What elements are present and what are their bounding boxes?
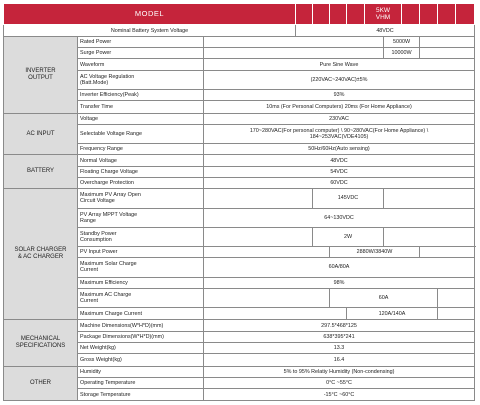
label-line: Current <box>80 297 98 304</box>
max-solar-current-value: 60A/80A <box>204 258 475 277</box>
storage-temperature-label: Storage Temperature <box>78 389 204 401</box>
table-row <box>4 36 475 47</box>
pv-input-power-value: 2880W/3840W <box>330 246 420 257</box>
nominal-voltage-value: 48VDC <box>296 25 475 36</box>
frequency-range-label: Frequency Range <box>78 144 204 155</box>
category-other: OTHER <box>4 366 78 400</box>
max-efficiency-label: Maximum Efficiency <box>78 277 204 288</box>
header-blank <box>296 4 313 25</box>
pv-mppt-value: 64~130VDC <box>204 208 475 227</box>
category-line: INVERTER <box>25 67 56 74</box>
empty-cell <box>204 308 347 320</box>
category-solar-charger <box>4 189 78 320</box>
category-line: MECHANICAL <box>20 336 61 343</box>
empty-cell <box>420 36 475 47</box>
label-line: Maximum PV Array Open <box>80 192 141 199</box>
label-line: Current <box>80 267 98 274</box>
inverter-efficiency-label: Inverter Efficiency(Peak) <box>78 89 204 100</box>
empty-cell <box>204 48 384 59</box>
inverter-efficiency-value: 93% <box>204 89 475 100</box>
category-line: & AC CHARGER <box>17 254 64 261</box>
category-line: SPECIFICATIONS <box>15 343 66 350</box>
header-blank <box>420 4 438 25</box>
machine-dimensions-value: 297.5*468*125 <box>204 320 475 331</box>
empty-cell <box>204 246 330 257</box>
table-row <box>4 113 475 124</box>
header-blank <box>330 4 347 25</box>
table-row <box>4 366 475 377</box>
category-battery: BATTERY <box>4 155 78 189</box>
spec-table <box>3 3 475 401</box>
rated-power-value: 5000W <box>384 36 420 47</box>
floating-charge-label: Floating Charge Voltage <box>78 166 204 177</box>
standby-power-value: 2W <box>313 227 384 246</box>
machine-dimensions-label: Machine Dimensions(W*H*D)(mm) <box>78 320 204 331</box>
frequency-range-value: 50Hz/60Hz(Auto sensing) <box>204 144 475 155</box>
operating-temperature-label: Operating Temperature <box>78 378 204 389</box>
table-row <box>4 25 475 36</box>
empty-cell <box>204 288 330 307</box>
category-inverter-output <box>4 36 78 113</box>
empty-cell <box>438 308 475 320</box>
standby-power-label <box>78 227 204 246</box>
category-line: SOLAR CHARGER <box>14 247 67 254</box>
header-row <box>4 4 475 25</box>
overcharge-protection-value: 60VDC <box>204 178 475 189</box>
nominal-voltage-label: Nominal Battery System Voltage <box>4 25 296 36</box>
header-blank <box>456 4 475 25</box>
humidity-label: Humidity <box>78 366 204 377</box>
max-pv-open-label <box>78 189 204 208</box>
package-dimensions-value: 638*395*241 <box>204 331 475 342</box>
label-line: Maximum AC Charge <box>80 291 132 298</box>
label-line: Consumption <box>80 236 112 243</box>
selectable-range-label: Selectable Voltage Range <box>78 124 204 143</box>
label-line: (Batt.Mode) <box>80 79 109 86</box>
label-line: PV Array MPPT Voltage <box>80 211 138 218</box>
max-charge-current-label: Maximum Charge Current <box>78 308 204 320</box>
label-line: AC Voltage Regulation <box>80 73 135 80</box>
overcharge-protection-label: Overcharge Protection <box>78 178 204 189</box>
rated-power-label: Rated Power <box>78 36 204 47</box>
max-ac-current-label <box>78 288 204 307</box>
header-blank <box>402 4 420 25</box>
empty-cell <box>204 189 313 208</box>
empty-cell <box>384 189 475 208</box>
header-blank <box>313 4 330 25</box>
max-charge-current-value: 120A/140A <box>347 308 438 320</box>
ac-voltage-value: 230VAC <box>204 113 475 124</box>
label-line: Maximum Solar Charge <box>80 261 137 268</box>
table-row <box>4 189 475 208</box>
max-ac-current-value: 60A <box>330 288 438 307</box>
normal-voltage-value: 48VDC <box>204 155 475 166</box>
ac-voltage-regulation-label <box>78 70 204 89</box>
category-mechanical <box>4 320 78 366</box>
pv-mppt-label <box>78 208 204 227</box>
empty-cell <box>204 36 384 47</box>
waveform-value: Pure Sine Wave <box>204 59 475 70</box>
value-line: 184~253VAC(VDE4105) <box>309 134 369 141</box>
model-label: MODEL <box>4 4 296 25</box>
operating-temperature-value: 0°C ~55°C <box>204 378 475 389</box>
storage-temperature-value: -15°C ~60°C <box>204 389 475 401</box>
label-line: Range <box>80 217 96 224</box>
ac-voltage-regulation-value: (220VAC~240VAC)±5% <box>204 70 475 89</box>
pv-input-power-label: PV Input Power <box>78 246 204 257</box>
waveform-label: Waveform <box>78 59 204 70</box>
surge-power-value: 10000W <box>384 48 420 59</box>
label-line: Circuit Voltage <box>80 198 115 205</box>
max-solar-current-label <box>78 258 204 277</box>
gross-weight-value: 16.4 <box>204 354 475 366</box>
table-row <box>4 155 475 166</box>
value-line: 170~280VAC(For personal computer) \ 90~280VAC(For Home Appliance) \ <box>249 128 429 135</box>
table-row <box>4 320 475 331</box>
label-line: Standby Power <box>80 230 117 237</box>
empty-cell <box>420 246 475 257</box>
ac-voltage-label: Voltage <box>78 113 204 124</box>
empty-cell <box>384 227 475 246</box>
header-blank <box>347 4 365 25</box>
empty-cell <box>420 48 475 59</box>
floating-charge-value: 54VDC <box>204 166 475 177</box>
empty-cell <box>204 227 313 246</box>
net-weight-value: 13.3 <box>204 343 475 354</box>
transfer-time-label: Transfer Time <box>78 101 204 113</box>
selectable-range-value <box>204 124 475 143</box>
max-efficiency-value: 98% <box>204 277 475 288</box>
gross-weight-label: Gross Weight(kg) <box>78 354 204 366</box>
humidity-value: 5% to 95% Relatiy Humidity (Non-condensing) <box>204 366 475 377</box>
package-dimensions-label: Package Dimensions(W*H*D)(mm) <box>78 331 204 342</box>
transfer-time-value: 10ms (For Personal Computers) 20ms (For Home Appliance) <box>204 101 475 113</box>
surge-power-label: Surge Power <box>78 48 204 59</box>
category-ac-input: AC INPUT <box>4 113 78 155</box>
net-weight-label: Net Weight(kg) <box>78 343 204 354</box>
normal-voltage-label: Normal Voltage <box>78 155 204 166</box>
category-line: OUTPUT <box>28 74 53 81</box>
header-blank <box>438 4 456 25</box>
empty-cell <box>438 288 475 307</box>
max-pv-open-value: 145VDC <box>313 189 384 208</box>
model-name: 5KW VHM <box>365 4 402 25</box>
